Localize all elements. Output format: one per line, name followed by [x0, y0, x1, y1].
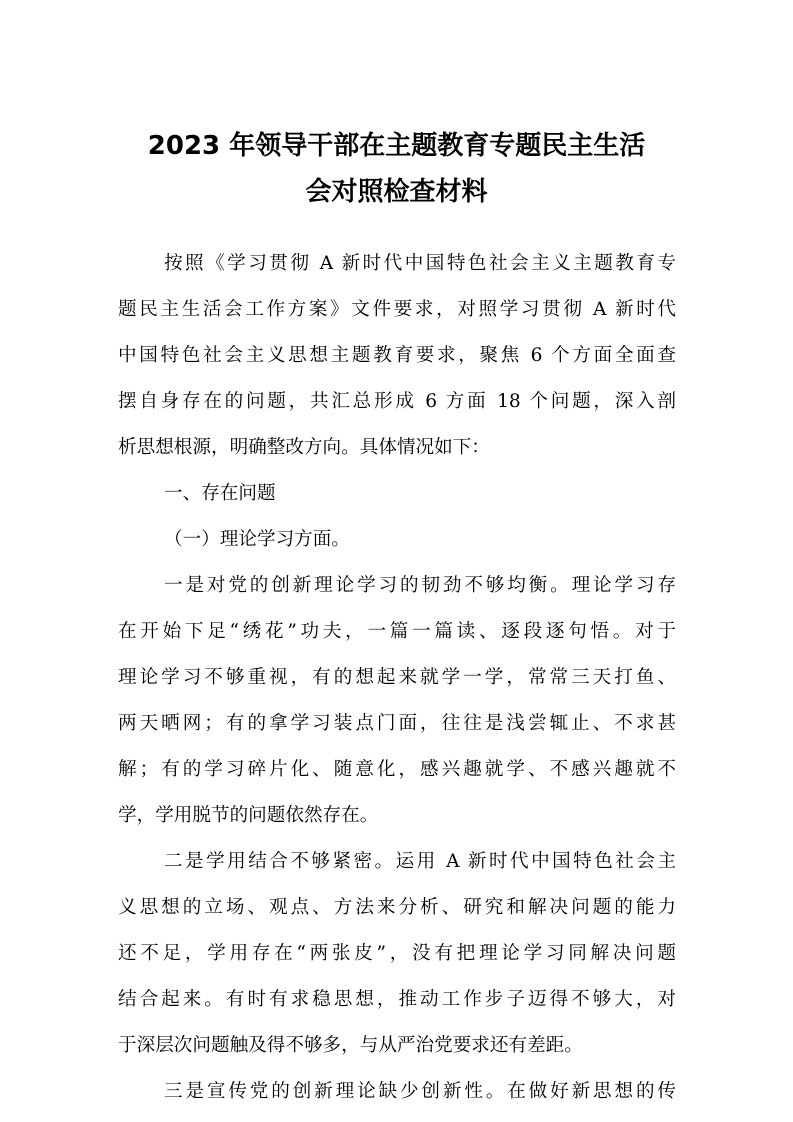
paragraph-line: 义思想的立场、观点、方法来分析、研究和解决问题的能力: [118, 897, 676, 918]
document-title-line-2: 会对照检查材料: [305, 177, 488, 207]
paragraph-line: 中国特色社会主义思想主题教育要求，聚焦 6 个方面全面查: [118, 345, 676, 366]
paragraph-line: 理论学习不够重视，有的想起来就学一学，常常三天打鱼、: [118, 667, 676, 688]
subsection-heading: （一）理论学习方面。: [164, 529, 350, 550]
paragraph-line: 于深层次问题触及得不够多，与从严治党要求还有差距。: [118, 1035, 583, 1056]
paragraph-line: 题民主生活会工作方案》文件要求，对照学习贯彻 A 新时代: [118, 299, 676, 320]
section-heading: 一、存在问题: [164, 483, 276, 504]
paragraph-line: 三是宣传党的创新理论缺少创新性。在做好新思想的传: [164, 1081, 676, 1102]
paragraph-line: 结合起来。有时有求稳思想，推动工作步子迈得不够大，对: [118, 989, 676, 1010]
paragraph-line: 一是对党的创新理论学习的韧劲不够均衡。理论学习存: [164, 575, 676, 596]
paragraph-line: 解；有的学习碎片化、随意化，感兴趣就学、不感兴趣就不: [118, 759, 676, 780]
paragraph-line: 两天晒网；有的拿学习装点门面，往往是浅尝辄止、不求甚: [118, 713, 676, 734]
paragraph-line: 二是学用结合不够紧密。运用 A 新时代中国特色社会主: [164, 851, 676, 872]
paragraph-line: 在开始下足“绣花”功夫，一篇一篇读、逐段逐句悟。对于: [118, 621, 676, 642]
paragraph-line: 析思想根源，明确整改方向。具体情况如下：: [118, 437, 490, 458]
paragraph-line: 摆自身存在的问题，共汇总形成 6 方面 18 个问题，深入剖: [118, 391, 676, 412]
paragraph-line: 还不足，学用存在“两张皮”，没有把理论学习同解决问题: [118, 943, 676, 964]
paragraph-line: 按照《学习贯彻 A 新时代中国特色社会主义主题教育专: [164, 253, 676, 274]
document-title-line-1: 2023 年领导干部在主题教育专题民主生活: [147, 131, 646, 161]
paragraph-line: 学，学用脱节的问题依然存在。: [118, 805, 379, 826]
